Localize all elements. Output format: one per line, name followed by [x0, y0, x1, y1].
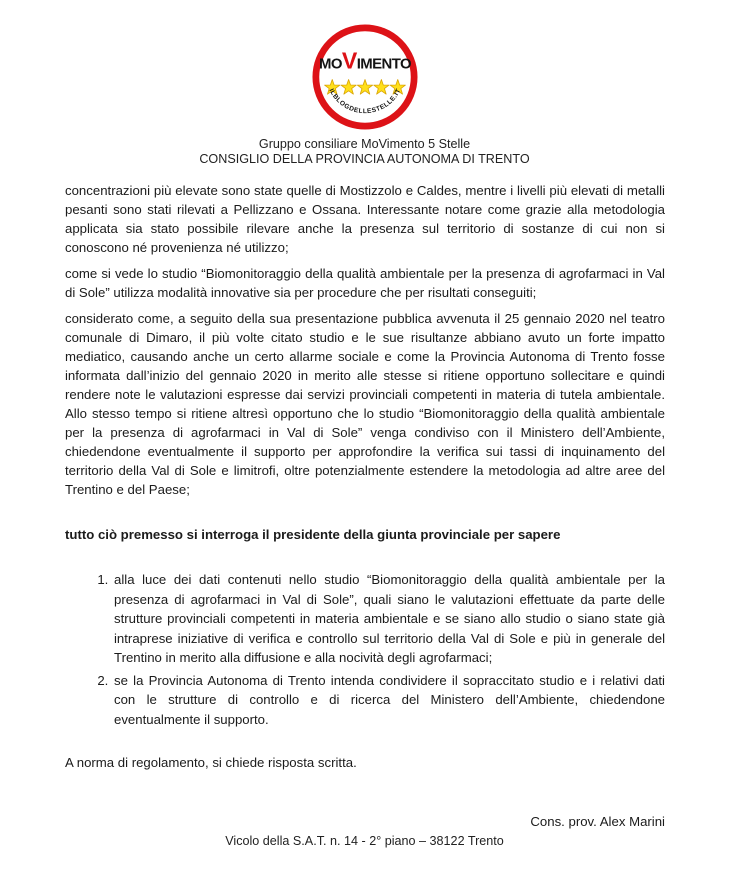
paragraph-considerato: considerato come, a seguito della sua presentazione pubblica avvenuta il 25 gennaio 2020 nel teatro comunale di Dimaro, il più volte citato studio e le sue risultanze abbiano avuto un forte impatto mediatico, causando anche un certo allarme sociale e come la Provincia Autonoma di Trento fosse informata dall’inizio del gennaio 2020 in merito alle stesse si ritiene opportuno sollecitare e quindi rendere note le valutazioni espresse dai servizi provinciali competenti in materia di tutela ambientale. Allo stesso tempo si ritiene altresì opportuno che lo studio “Biomonitoraggio della qualità ambientale per la presenza di agrofarmaci in Val di Sole” venga condiviso con il Ministero dell’Ambiente, chiedendone eventualmente il supporto per approfondire la verifica sui tassi di inquinamento del territorio della Val di Sole e limitrofi, oltre potenzialmente estendere la metodologia ad altre aree del Trentino e del Paese;: [65, 311, 665, 497]
footer-address: Vicolo della S.A.T. n. 14 - 2° piano – 38122 Trento: [225, 834, 504, 848]
closing-statement: A norma di regolamento, si chiede risposta scritta.: [65, 755, 357, 770]
logo-arc-text: ILBLOGDELLESTELLE.IT: [326, 87, 403, 116]
document-header: [0, 137, 729, 166]
m5s-logo: [312, 24, 418, 130]
question-item-1: 1. alla luce dei dati contenuti nello studio “Biomonitoraggio della qualità ambientale per la presenza di agrofarmaci in Val di Sole”, quali siano le valutazioni effettuate da parte delle strutture provinciali competenti in materia ambientale e se siano allo studio o siano state già intraprese iniziative di verifica e controllo sul territorio della Val di Sole e più in generale del Trentino in merito alla diffusione e alla nocività degli agrofarmaci;: [112, 570, 665, 668]
document-content: [0, 181, 729, 831]
question-item-2: 2. se la Provincia Autonoma di Trento intenda condividere il sopraccitato studio e i relativi dati con le strutture di controllo e di ricerca del Ministero dell’Ambiente, chiedendone eventualmente il supporto.: [112, 671, 665, 730]
interrogation-heading: tutto ciò premesso si interroga il presidente della giunta provinciale per sapere: [65, 527, 561, 542]
paragraph-concentrazioni: concentrazioni più elevate sono state quelle di Mostizzolo e Caldes, mentre i livelli più elevati di metalli pesanti sono stati rilevati a Pellizzano e Ossana. Interessante notare come grazie alla metodologia applicata sia stato possibile rilevare anche la presenza sul territorio di sostanze di cui non si conoscono né provenienza né utilizzo;: [65, 183, 665, 255]
body-text: [65, 181, 665, 831]
logo-v-icon: V: [341, 47, 357, 74]
logo-text-mo: MO: [318, 55, 342, 73]
header-group-name: Gruppo consiliare MoVimento 5 Stelle: [258, 137, 471, 151]
signature: Cons. prov. Alex Marini: [530, 814, 665, 829]
logo-container: [0, 0, 729, 135]
paragraph-studio: come si vede lo studio “Biomonitoraggio della qualità ambientale per la presenza di agrofarmaci in Val di Sole” utilizza modalità innovative sia per procedure che per risultati conseguiti;: [65, 266, 665, 300]
logo-text-imento: IMENTO: [356, 55, 411, 73]
question-list: [65, 570, 665, 729]
header-council-name: CONSIGLIO DELLA PROVINCIA AUTONOMA DI TRENTO: [199, 151, 530, 166]
